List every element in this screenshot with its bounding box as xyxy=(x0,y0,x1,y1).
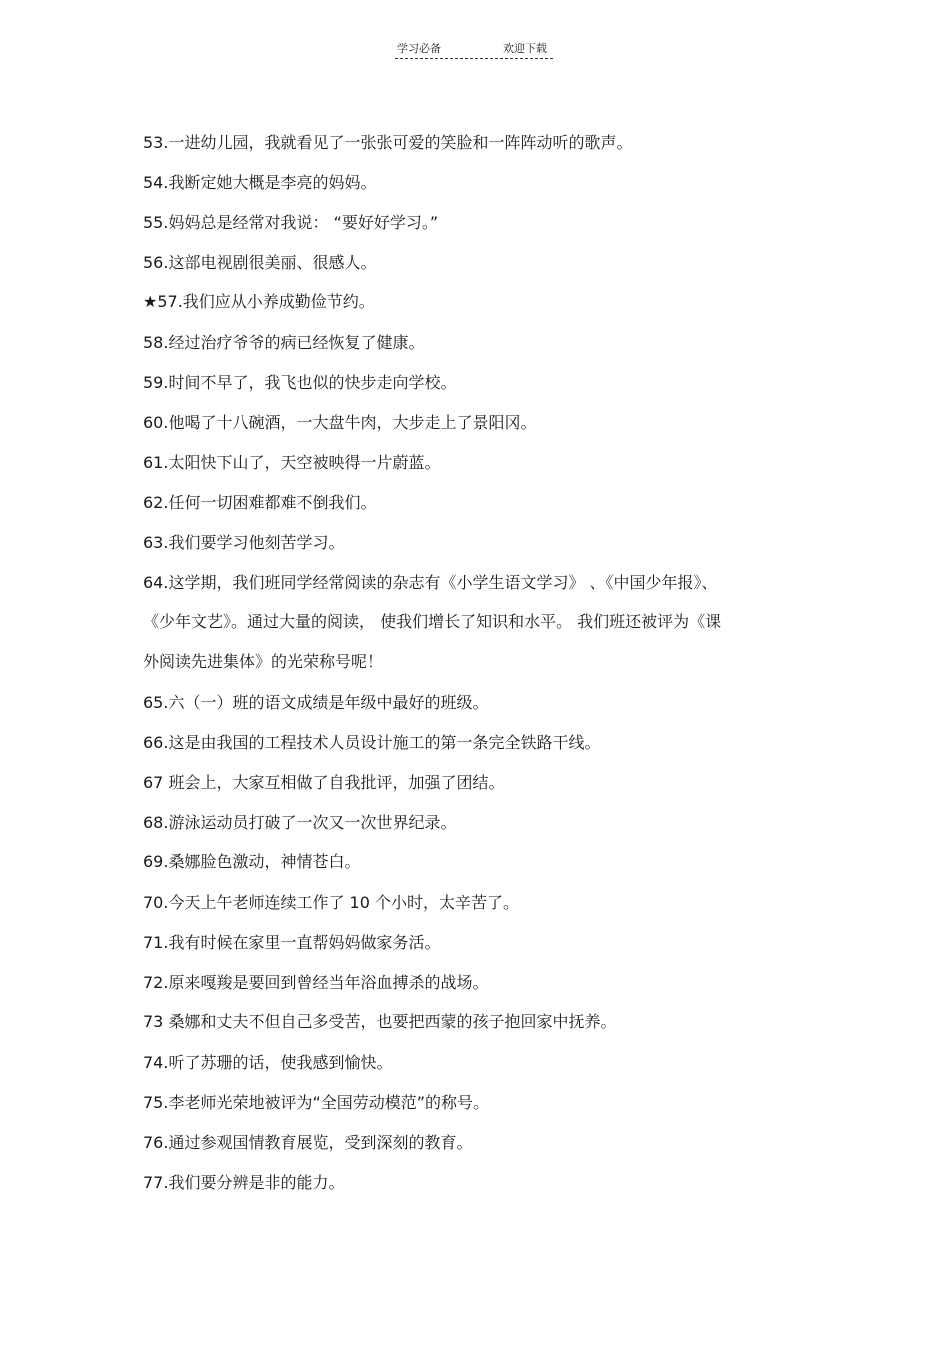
text-line: 60.他喝了十八碗酒，一大盘牛肉，大步走上了景阳冈。 xyxy=(143,413,537,432)
text-line: 《少年文艺》。通过大量的阅读， 使我们增长了知识和水平。 我们班还被评为《课 xyxy=(143,612,722,631)
text-line: 72.原来嘎羧是要回到曾经当年浴血搏杀的战场。 xyxy=(143,973,489,992)
text-line: 69.桑娜脸色激动，神情苍白。 xyxy=(143,852,361,871)
text-line: 76.通过参观国情教育展览，受到深刻的教育。 xyxy=(143,1133,473,1152)
text-line: 62.任何一切困难都难不倒我们。 xyxy=(143,493,377,512)
text-line: 59.时间不早了，我飞也似的快步走向学校。 xyxy=(143,373,457,392)
text-line: 61.太阳快下山了，天空被映得一片蔚蓝。 xyxy=(143,453,441,472)
text-line: 外阅读先进集体》的光荣称号呢！ xyxy=(143,652,384,671)
header-left-text: 学习必备 xyxy=(397,42,441,55)
text-line: 64.这学期，我们班同学经常阅读的杂志有《小学生语文学习》 、《中国少年报》、 xyxy=(143,573,718,592)
header-right-text: 欢迎下载 xyxy=(503,42,547,55)
text-line: 73 桑娜和丈夫不但自己多受苦，也要把西蒙的孩子抱回家中抚养。 xyxy=(143,1012,617,1031)
text-line: 65.六（一）班的语文成绩是年级中最好的班级。 xyxy=(143,693,489,712)
text-line: ★57.我们应从小养成勤俭节约。 xyxy=(143,292,375,311)
text-line: 58.经过治疗爷爷的病已经恢复了健康。 xyxy=(143,333,425,352)
text-line: 63.我们要学习他刻苦学习。 xyxy=(143,533,345,552)
text-line: 66.这是由我国的工程技术人员设计施工的第一条完全铁路干线。 xyxy=(143,733,601,752)
text-line: 77.我们要分辨是非的能力。 xyxy=(143,1173,345,1192)
text-line: 67 班会上，大家互相做了自我批评，加强了团结。 xyxy=(143,773,505,792)
text-line: 70.今天上午老师连续工作了 10 个小时，太辛苦了。 xyxy=(143,893,519,912)
text-line: 74.听了苏珊的话，使我感到愉快。 xyxy=(143,1053,393,1072)
text-line: 55.妈妈总是经常对我说： “要好好学习。” xyxy=(143,213,439,232)
page-header xyxy=(395,40,553,59)
text-line: 71.我有时候在家里一直帮妈妈做家务活。 xyxy=(143,933,441,952)
text-line: 53.一进幼儿园，我就看见了一张张可爱的笑脸和一阵阵动听的歌声。 xyxy=(143,133,633,152)
text-line: 56.这部电视剧很美丽、很感人。 xyxy=(143,253,377,272)
text-line: 54.我断定她大概是李亮的妈妈。 xyxy=(143,173,377,192)
text-line: 75.李老师光荣地被评为“全国劳动模范”的称号。 xyxy=(143,1093,490,1112)
text-line: 68.游泳运动员打破了一次又一次世界纪录。 xyxy=(143,813,457,832)
